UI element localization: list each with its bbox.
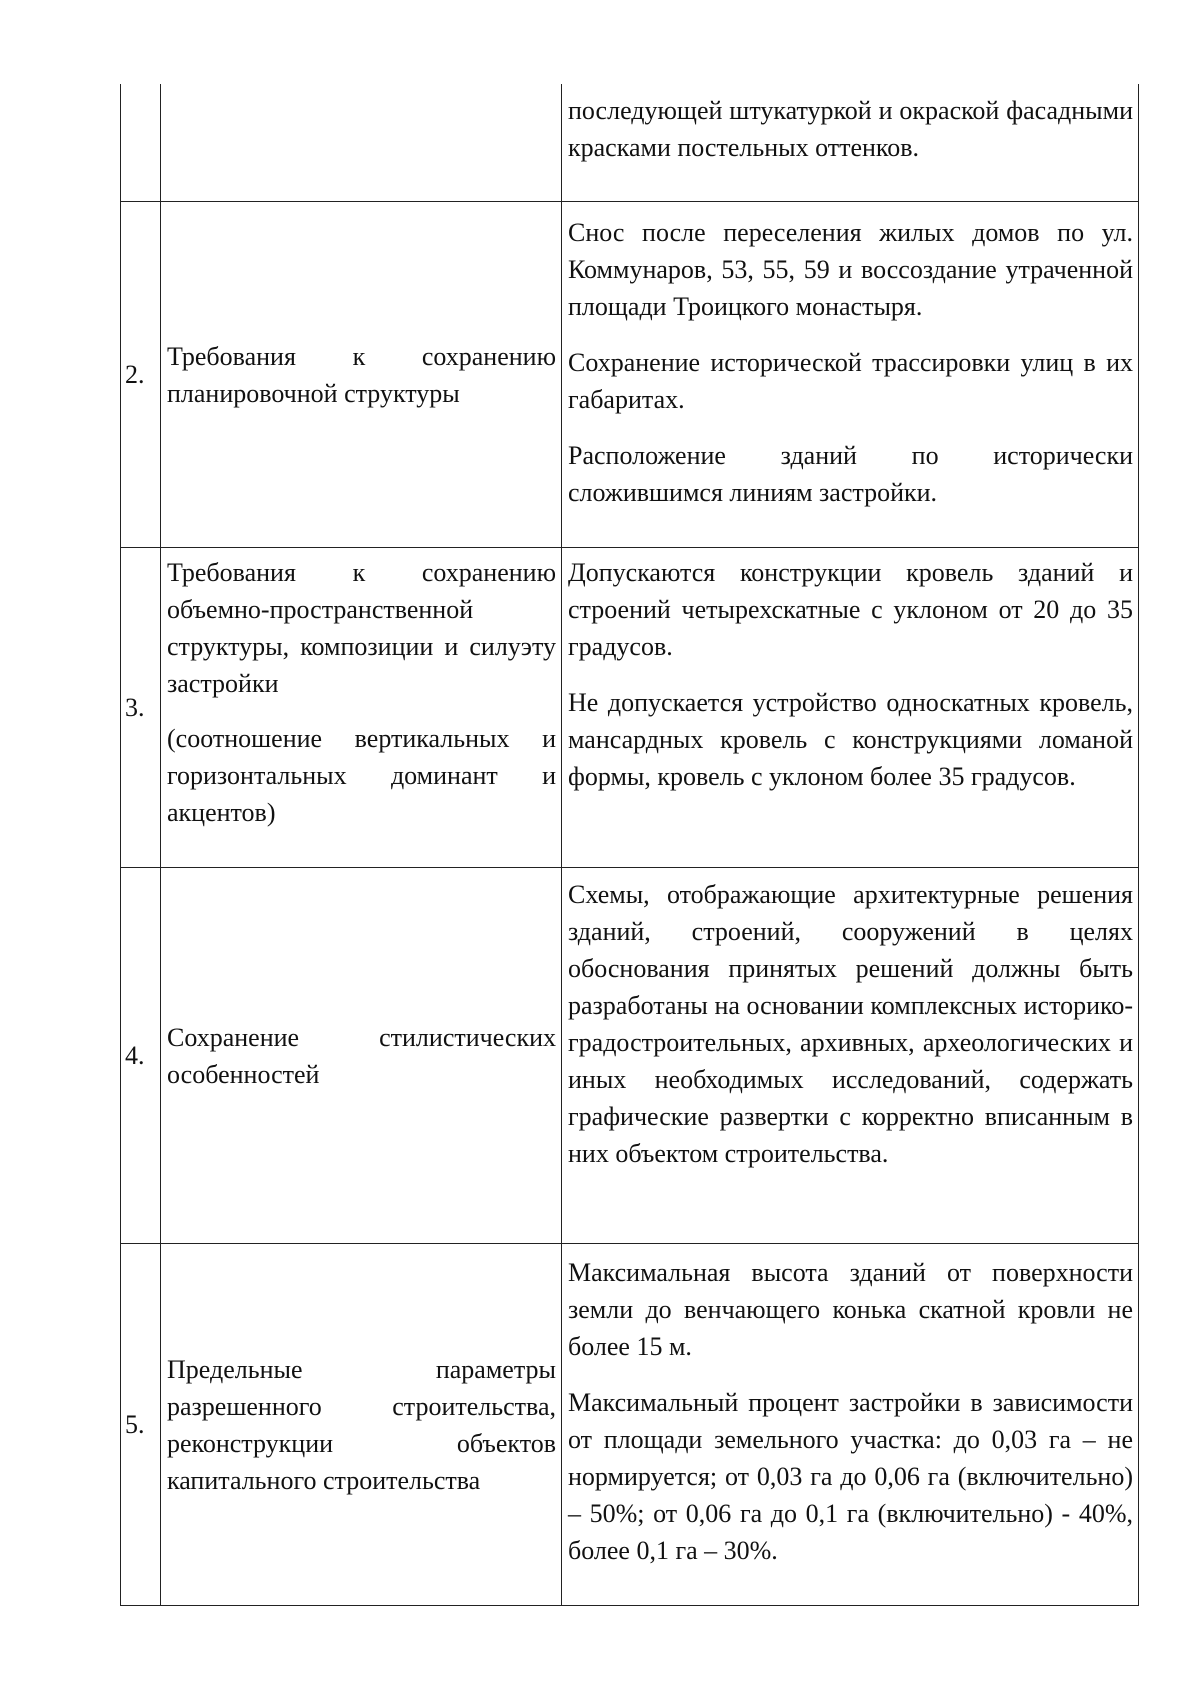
requirement-paragraph: Требования к сохранению объемно-пространственной структуры, композиции и силуэту застройки [167,558,556,698]
table-row [121,202,1139,548]
requirement-paragraph: Сохранение стилистических особенностей [167,1022,556,1089]
requirement-cell [161,1244,562,1606]
description-paragraph: Не допускается устройство односкатных кровель, мансардных кровель с конструкциями ломаной формы, кровель с уклоном более 35 градусов. [568,688,1133,791]
requirement-cell [161,548,562,868]
description-paragraph: Сохранение исторической трассировки улиц в их габаритах. [568,348,1133,414]
requirements-table [120,84,1139,1606]
description-cell [562,548,1139,868]
table-row [121,84,1139,202]
description-paragraph: Допускаются конструкции кровель зданий и строений четырехскатные с уклоном от 20 до 35 градусов. [568,558,1133,661]
description-paragraph: Максимальный процент застройки в зависимости от площади земельного участка: до 0,03 га – не нормируется; от 0,03 га до 0,06 га (включительно) – 50%; от 0,06 га до 0,1 га (включительно) - 40%, более 0,1 га – 30%. [568,1388,1133,1565]
description-paragraph: Снос после переселения жилых домов по ул. Коммунаров, 53, 55, 59 и воссоздание утраченной площади Троицкого монастыря. [568,218,1133,321]
row-number: 4. [121,868,161,1244]
requirement-paragraph: Требования к сохранению планировочной структуры [167,341,556,408]
requirement-paragraph: (соотношение вертикальных и горизонтальных доминант и акцентов) [167,724,556,827]
requirement-cell [161,868,562,1244]
row-number: 5. [121,1244,161,1606]
row-number: 3. [121,548,161,868]
row-number: 2. [121,202,161,548]
table-row [121,1244,1139,1606]
description-cell [562,1244,1139,1606]
table-row [121,868,1139,1244]
description-paragraph: Схемы, отображающие архитектурные решения зданий, строений, сооружений в целях обоснования принятых решений должны быть разработаны на основании комплексных историко-градостроительных, архивных, археологических и иных необходимых исследований, содержать графические развертки с корректно вписанным в них объектом строительства. [568,880,1133,1168]
description-cell [562,868,1139,1244]
description-cell [562,202,1139,548]
row-number [121,84,161,202]
description-paragraph: последующей штукатуркой и окраской фасадными красками постельных оттенков. [568,96,1133,162]
description-paragraph: Максимальная высота зданий от поверхности земли до венчающего конька скатной кровли не более 15 м. [568,1258,1133,1361]
table-row [121,548,1139,868]
description-paragraph: Расположение зданий по исторически сложившимся линиям застройки. [568,441,1133,507]
description-cell [562,84,1139,202]
requirement-cell [161,84,562,202]
requirement-cell [161,202,562,548]
requirement-paragraph: Предельные параметры разрешенного строительства, реконструкции объектов капитального строительства [167,1354,556,1495]
